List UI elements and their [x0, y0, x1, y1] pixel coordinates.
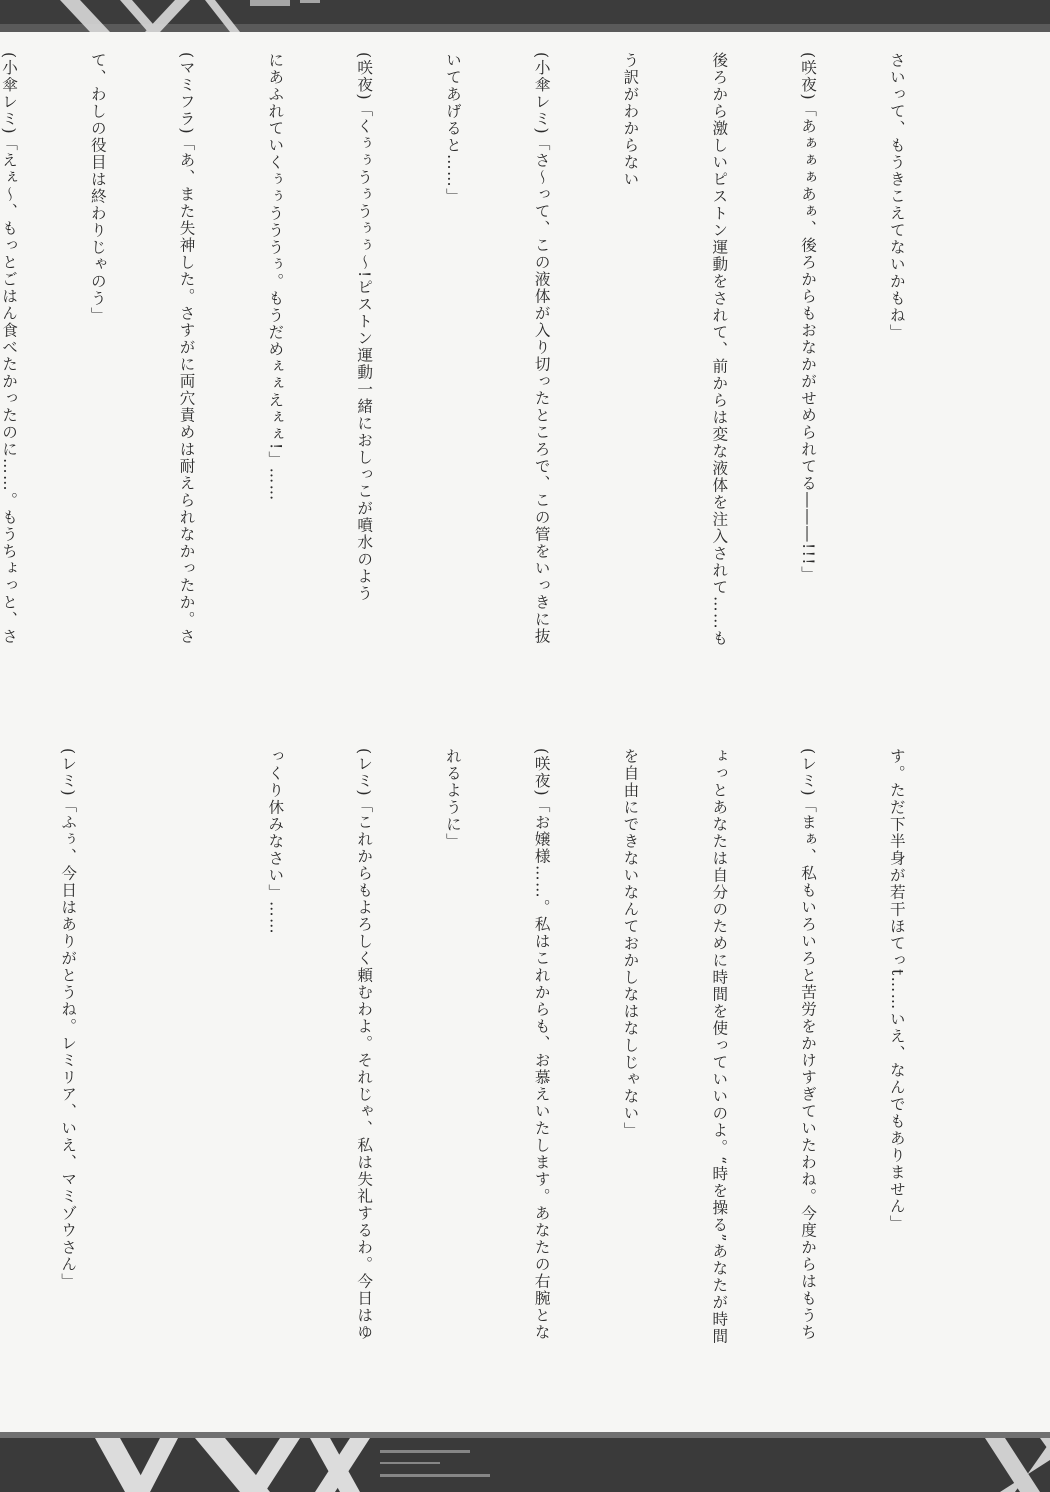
text-column: (レミ)「まぁ、私もいろいろと苦労をかけすぎていたわね。今度からはもうち: [799, 748, 818, 1341]
upper-text-block: [0, 52, 970, 712]
text-column: いてあげると……」: [443, 52, 462, 205]
text-column: て、わしの役目は終わりじゃのう」: [88, 52, 107, 324]
text-column: (小傘レミ)「えぇ〜、もっとごはん食べたかったのに……。もうちょっと、さ: [0, 52, 18, 645]
bottom-decorative-band: [0, 1432, 1050, 1492]
text-column: (咲夜)「あぁぁぁあぁ、後ろからもおなかがせめられてる―――!!!」: [799, 52, 818, 583]
text-column: (マミフラ)「あ、また失神した。さすがに両穴責めは耐えられなかったか。さ: [177, 52, 196, 645]
text-column: さいって、もうきこえてないかもね」: [887, 52, 906, 341]
text-column: にあふれていくぅぅうううぅ。もうだめぇぇえぇぇ!」……: [266, 52, 285, 502]
lower-text-block: [59, 748, 970, 1398]
text-column: (小傘レミ)「さ〜って、この液体が入り切ったところで、この管をいっきに抜: [532, 52, 551, 645]
text-column: す。ただ下半身が若干ほてっt……いえ、なんでもありません」: [887, 748, 906, 1232]
text-column: (レミ)「これからもよろしく頼むわよ。それじゃ、私は失礼するわ。今日はゆ: [355, 748, 374, 1341]
text-column: ょっとあなたは自分のために時間を使っていいのよ。“時を操る”あなたが時間: [710, 748, 729, 1345]
text-column: 後ろから激しいピストン運動をされて、前からは変な液体を注入されて……も: [710, 52, 729, 647]
top-decorative-band: [0, 0, 1050, 32]
text-column: う訳がわからない: [621, 52, 640, 188]
text-column: (咲夜)「くぅぅうぅうぅぅ〜!ピストン運動一緒におしっこが噴水のよう: [355, 52, 374, 602]
text-column: (咲夜)「お嬢様……。私はこれからも、お慕えいたします。あなたの右腕とな: [532, 748, 551, 1341]
text-column: (レミ)「ふぅ、今日はありがとうね。レミリア、いえ、マミゾウさん」: [59, 748, 78, 1290]
text-column: れるように」: [443, 748, 462, 850]
text-column: っくり休みなさい」……: [266, 748, 285, 935]
text-column: を自由にできないなんておかしなはなしじゃない」: [621, 748, 640, 1139]
